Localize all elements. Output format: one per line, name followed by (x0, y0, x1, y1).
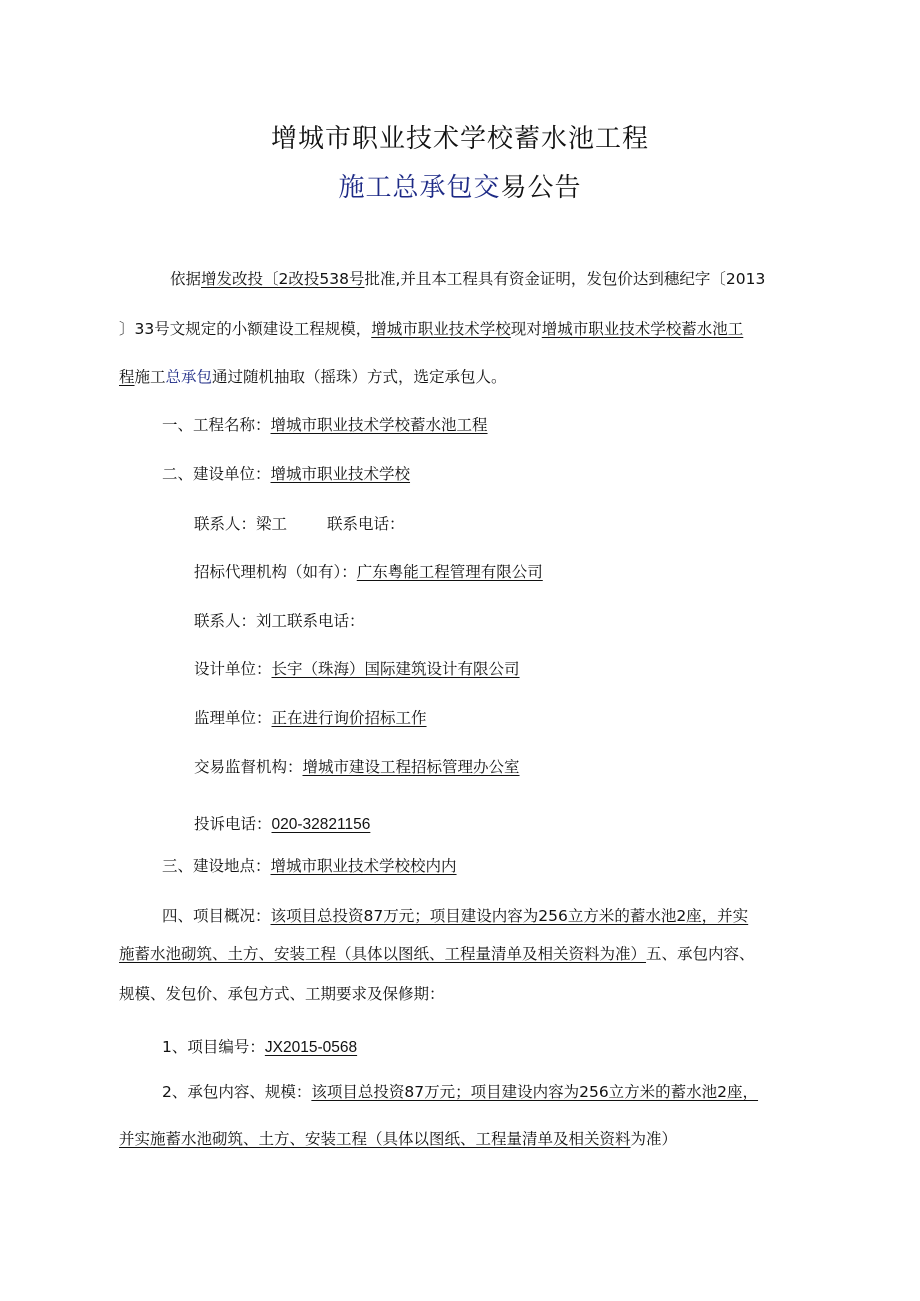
contact-person: 联系人：梁工 (194, 515, 288, 533)
trade-supervision-agency (194, 756, 520, 778)
phone-number: 020-32821156 (271, 816, 371, 833)
field-value-end: 为准） (630, 1130, 678, 1148)
intro-text: 施工 (134, 368, 166, 386)
contact-line-1 (194, 513, 405, 535)
intro-line-2 (119, 318, 743, 340)
tender-agency (194, 561, 543, 583)
field-label: 招标代理机构（如有）： (194, 563, 357, 581)
intro-line-3 (119, 366, 507, 388)
section-project-overview-3: 规模、发包价、承包方式、工期要求及保修期： (119, 985, 445, 1003)
section-construction-unit (162, 463, 410, 485)
field-label: 三、建设地点： (162, 857, 271, 875)
field-label: 1、项目编号： (162, 1038, 265, 1056)
intro-text: 现对 (510, 320, 542, 338)
field-value: 增城市职业技术学校校内内 (270, 857, 457, 875)
field-label: 二、建设单位： (162, 465, 271, 483)
section-5-heading-start: 五、承包内容、 (646, 945, 755, 963)
intro-text: 通过随机抽取（摇珠）方式，选定承包人。 (212, 368, 507, 386)
field-label: 2、承包内容、规模： (162, 1083, 312, 1101)
subtitle-rest: 易公告 (500, 173, 582, 203)
subtitle-blue-part: 施工总承包交 (338, 173, 501, 203)
contact-line-2: 联系人：刘工联系电话： (194, 612, 365, 630)
intro-text: 〕33号文规定的小额建设工程规模， (119, 320, 372, 338)
field-value: 施蓄水池砌筑、土方、安装工程（具体以图纸、工程量清单及相关资料为准） (119, 945, 647, 963)
school-name: 增城市职业技术学校 (371, 320, 511, 338)
section-project-name (162, 414, 488, 436)
project-name: 增城市职业技术学校蓄水池工 (541, 320, 744, 338)
intro-text: 批准,并且本工程具有资金证明，发包价达到穗纪字〔2013 (364, 270, 766, 288)
project-number: JX2015-0568 (264, 1039, 358, 1056)
item-project-number (162, 1036, 357, 1059)
field-label: 四、项目概况： (162, 907, 271, 925)
field-label: 一、工程名称： (162, 416, 271, 434)
field-value: 增城市建设工程招标管理办公室 (302, 758, 520, 776)
field-value: 该项目总投资87万元；项目建设内容为256立方米的蓄水池2座，并实 (270, 907, 749, 925)
section-project-overview-1 (162, 905, 748, 927)
item-contract-scope-2 (119, 1128, 677, 1150)
field-value: 长宇（珠海）国际建筑设计有限公司 (271, 660, 520, 678)
complaint-phone (194, 813, 370, 836)
general-contract-term: 总承包 (165, 368, 213, 386)
supervision-unit (194, 707, 427, 729)
field-label: 投诉电话： (194, 815, 272, 833)
section-project-overview-2 (119, 943, 755, 965)
field-value: 并实施蓄水池砌筑、土方、安装工程（具体以图纸、工程量清单及相关资料 (119, 1130, 631, 1148)
item-contract-scope-1 (162, 1081, 758, 1103)
design-unit (194, 658, 520, 680)
field-value: 增城市职业技术学校蓄水池工程 (270, 416, 488, 434)
document-title: 增城市职业技术学校蓄水池工程 (270, 124, 649, 154)
document-subtitle (0, 167, 920, 204)
field-label: 监理单位： (194, 709, 272, 727)
contact-phone-label: 联系电话： (327, 515, 405, 533)
intro-line-1 (170, 268, 765, 290)
field-value: 增城市职业技术学校 (270, 465, 411, 483)
field-value: 该项目总投资87万元；项目建设内容为256立方米的蓄水池2座， (311, 1083, 759, 1101)
section-construction-site (162, 855, 457, 877)
field-label: 交易监督机构： (194, 758, 303, 776)
approval-doc-number: 增发改投〔2改投538号 (201, 270, 365, 288)
field-value: 正在进行询价招标工作 (271, 709, 427, 727)
field-label: 设计单位： (194, 660, 272, 678)
intro-text: 依据 (170, 270, 202, 288)
project-name-end: 程 (119, 368, 135, 386)
field-value: 广东粤能工程管理有限公司 (356, 563, 543, 581)
